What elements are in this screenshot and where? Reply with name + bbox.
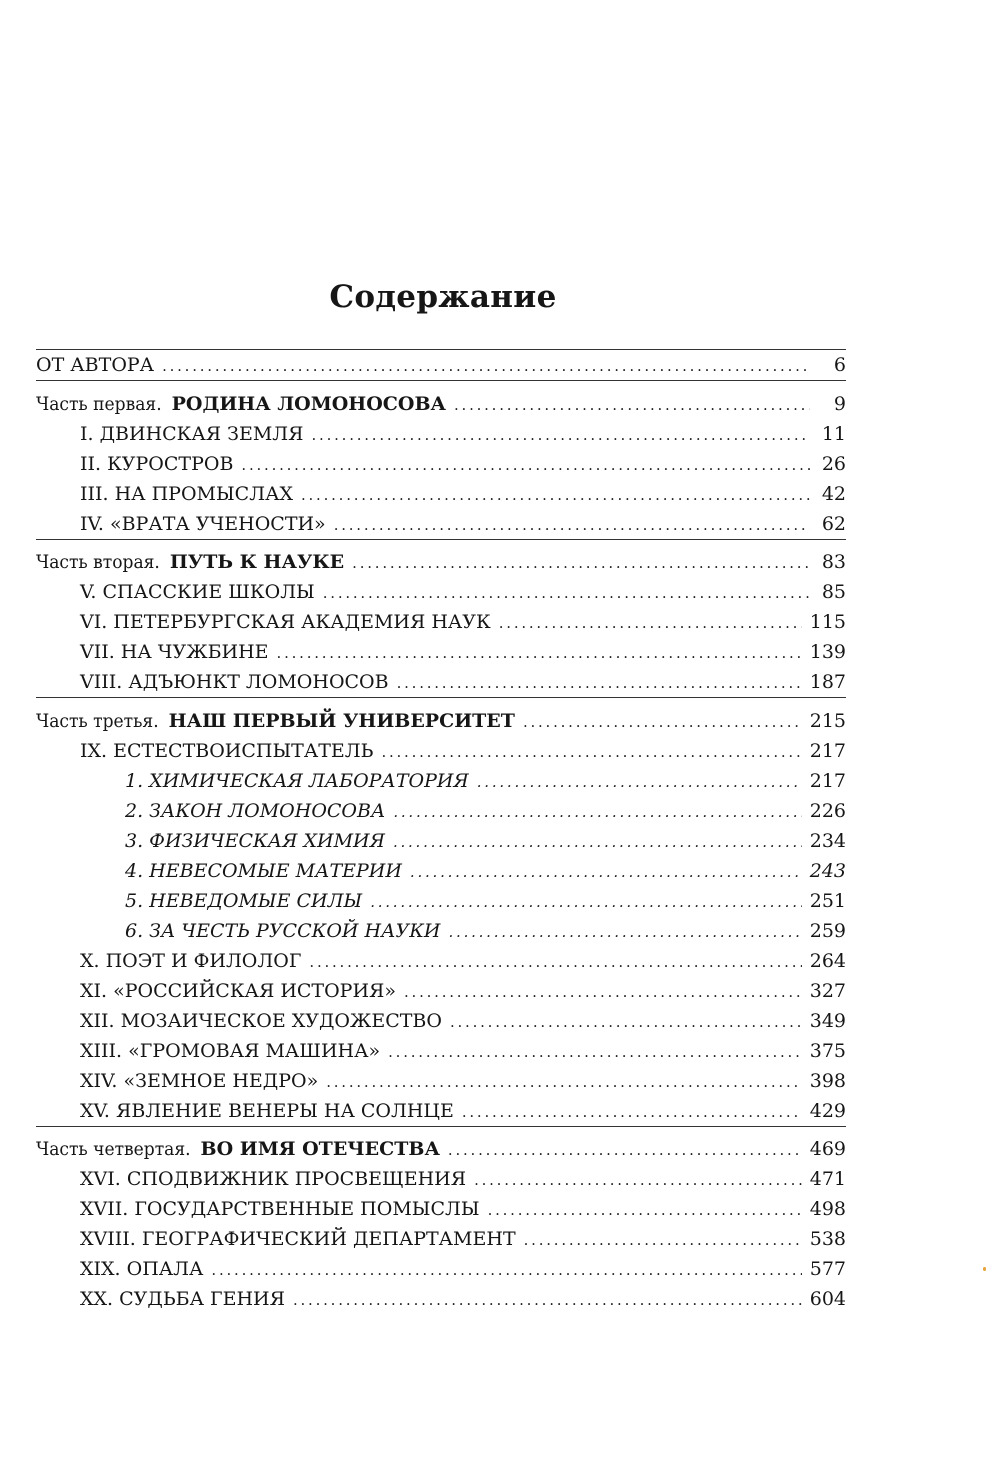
toc-part-1[interactable] bbox=[36, 389, 846, 419]
entry-label: XI. «РОССИЙСКАЯ ИСТОРИЯ» bbox=[80, 979, 397, 1002]
leader-dots bbox=[352, 547, 810, 578]
page-number: 251 bbox=[809, 889, 846, 912]
leader-dots bbox=[211, 1254, 801, 1285]
toc-section[interactable] bbox=[36, 826, 846, 856]
leader-dots bbox=[393, 796, 801, 827]
toc-chapter[interactable] bbox=[36, 449, 846, 479]
entry-label: XVIII. ГЕОГРАФИЧЕСКИЙ ДЕПАРТАМЕНТ bbox=[80, 1228, 516, 1250]
leader-dots bbox=[462, 1096, 802, 1127]
entry-label: V. СПАССКИЕ ШКОЛЫ bbox=[80, 581, 315, 603]
leader-dots bbox=[397, 667, 802, 698]
page-number: 26 bbox=[821, 452, 846, 475]
page-number: 375 bbox=[809, 1039, 846, 1062]
toc-chapter[interactable] bbox=[36, 1284, 846, 1314]
toc-chapter[interactable] bbox=[36, 419, 846, 449]
leader-dots bbox=[293, 1284, 802, 1315]
page-number: 577 bbox=[809, 1258, 846, 1280]
page-number: 9 bbox=[833, 392, 846, 415]
leader-dots bbox=[410, 856, 802, 887]
leader-dots bbox=[370, 886, 802, 917]
entry-label: I. ДВИНСКАЯ ЗЕМЛЯ bbox=[80, 422, 304, 445]
leader-dots bbox=[477, 766, 802, 797]
entry-label: X. ПОЭТ И ФИЛОЛОГ bbox=[80, 949, 302, 972]
toc-chapter[interactable] bbox=[36, 946, 846, 976]
page-number: 259 bbox=[809, 919, 846, 942]
entry-label: II. КУРОСТРОВ bbox=[80, 452, 234, 475]
leader-dots bbox=[323, 577, 810, 608]
toc-section[interactable] bbox=[36, 916, 846, 946]
page-number: 42 bbox=[821, 482, 846, 505]
leader-dots bbox=[488, 1194, 802, 1225]
page-number: 62 bbox=[821, 512, 846, 535]
leader-dots bbox=[448, 1134, 802, 1165]
leader-dots bbox=[334, 509, 810, 540]
toc-part-3[interactable] bbox=[36, 706, 846, 736]
entry-label: 3. ФИЗИЧЕСКАЯ ХИМИЯ bbox=[125, 829, 385, 852]
page-number: 217 bbox=[809, 769, 846, 792]
entry-label: XX. СУДЬБА ГЕНИЯ bbox=[80, 1288, 285, 1310]
entry-label: XIV. «ЗЕМНОЕ НЕДРО» bbox=[80, 1069, 319, 1092]
page-number: 11 bbox=[821, 422, 846, 445]
leader-dots bbox=[381, 736, 801, 767]
page-number: 538 bbox=[809, 1228, 846, 1250]
leader-dots bbox=[450, 1006, 802, 1037]
leader-dots bbox=[312, 419, 810, 450]
leader-dots bbox=[162, 350, 810, 381]
page-number: 215 bbox=[809, 709, 846, 732]
leader-dots bbox=[301, 479, 810, 510]
entry-label: ОТ АВТОРА bbox=[36, 354, 155, 376]
part-title: ПУТЬ К НАУКЕ bbox=[169, 551, 345, 573]
entry-label: 4. НЕВЕСОМЫЕ МАТЕРИИ bbox=[125, 859, 402, 882]
page-number: 604 bbox=[809, 1288, 846, 1310]
entry-label: XIII. «ГРОМОВАЯ МАШИНА» bbox=[80, 1039, 381, 1062]
toc-chapter[interactable] bbox=[36, 1006, 846, 1036]
toc-chapter[interactable] bbox=[36, 1254, 846, 1284]
entry-label: 2. ЗАКОН ЛОМОНОСОВА bbox=[125, 799, 386, 822]
entry-label: IX. ЕСТЕСТВОИСПЫТАТЕЛЬ bbox=[80, 739, 374, 762]
entry-label: 5. НЕВЕДОМЫЕ СИЛЫ bbox=[125, 889, 363, 912]
leader-dots bbox=[499, 607, 802, 638]
toc-chapter[interactable] bbox=[36, 1224, 846, 1254]
leader-dots bbox=[524, 1224, 802, 1255]
leader-dots bbox=[404, 976, 802, 1007]
part-name: Часть четвертая. bbox=[36, 1138, 191, 1160]
toc-chapter[interactable] bbox=[36, 1164, 846, 1194]
page-title: Содержание bbox=[329, 278, 557, 315]
entry-label: VII. НА ЧУЖБИНЕ bbox=[80, 641, 269, 663]
page-number: 349 bbox=[809, 1009, 846, 1032]
part-title: НАШ ПЕРВЫЙ УНИВЕРСИТЕТ bbox=[168, 709, 515, 732]
toc-section[interactable] bbox=[36, 856, 846, 886]
page-number: 469 bbox=[809, 1138, 846, 1160]
page-number: 264 bbox=[809, 949, 846, 972]
page-number: 398 bbox=[809, 1069, 846, 1092]
entry-label: XVI. СПОДВИЖНИК ПРОСВЕЩЕНИЯ bbox=[80, 1168, 467, 1190]
page-number: 234 bbox=[809, 829, 846, 852]
leader-dots bbox=[454, 389, 810, 420]
part-name: Часть третья. bbox=[36, 709, 159, 732]
toc-chapter[interactable] bbox=[36, 607, 846, 637]
toc-entry-author-note[interactable] bbox=[36, 350, 846, 380]
table-of-contents bbox=[36, 349, 846, 1314]
entry-label: IV. «ВРАТА УЧЕНОСТИ» bbox=[80, 512, 326, 535]
toc-chapter[interactable] bbox=[36, 1096, 846, 1126]
part-name: Часть вторая. bbox=[36, 551, 160, 573]
toc-part-4[interactable] bbox=[36, 1134, 846, 1164]
leader-dots bbox=[326, 1066, 802, 1097]
toc-chapter[interactable] bbox=[36, 637, 846, 667]
page-number: 243 bbox=[809, 859, 846, 882]
toc-chapter[interactable] bbox=[36, 1194, 846, 1224]
entry-label: XII. МОЗАИЧЕСКОЕ ХУДОЖЕСТВО bbox=[80, 1009, 442, 1032]
entry-label: III. НА ПРОМЫСЛАХ bbox=[80, 482, 293, 505]
toc-chapter[interactable] bbox=[36, 976, 846, 1006]
page-number: 6 bbox=[833, 354, 846, 376]
leader-dots bbox=[309, 946, 801, 977]
leader-dots bbox=[449, 916, 802, 947]
leader-dots bbox=[523, 706, 802, 737]
page-number: 471 bbox=[809, 1168, 846, 1190]
entry-label: VI. ПЕТЕРБУРГСКАЯ АКАДЕМИЯ НАУК bbox=[80, 611, 491, 633]
entry-label: XV. ЯВЛЕНИЕ ВЕНЕРЫ НА СОЛНЦЕ bbox=[80, 1099, 454, 1122]
toc-section[interactable] bbox=[36, 796, 846, 826]
toc-chapter[interactable] bbox=[36, 577, 846, 607]
toc-chapter[interactable] bbox=[36, 1036, 846, 1066]
toc-chapter[interactable] bbox=[36, 509, 846, 539]
page-number: 498 bbox=[809, 1198, 846, 1220]
page-number: 429 bbox=[809, 1099, 846, 1122]
page-number: 217 bbox=[809, 739, 846, 762]
toc-chapter[interactable] bbox=[36, 667, 846, 697]
entry-label: 1. ХИМИЧЕСКАЯ ЛАБОРАТОРИЯ bbox=[125, 769, 469, 792]
page-number: 83 bbox=[821, 551, 846, 573]
page-number: 226 bbox=[809, 799, 846, 822]
toc-chapter[interactable] bbox=[36, 736, 846, 766]
entry-label: XIX. ОПАЛА bbox=[80, 1258, 204, 1280]
part-title: ВО ИМЯ ОТЕЧЕСТВА bbox=[200, 1138, 440, 1160]
toc-part-2[interactable] bbox=[36, 547, 846, 577]
leader-dots bbox=[474, 1164, 802, 1195]
toc-chapter[interactable] bbox=[36, 1066, 846, 1096]
toc-section[interactable] bbox=[36, 766, 846, 796]
part-title: РОДИНА ЛОМОНОСОВА bbox=[171, 392, 446, 415]
page-number: 187 bbox=[809, 671, 846, 693]
toc-section[interactable] bbox=[36, 886, 846, 916]
page-number: 115 bbox=[809, 611, 846, 633]
leader-dots bbox=[277, 637, 802, 668]
scan-speck bbox=[983, 1267, 986, 1271]
leader-dots bbox=[388, 1036, 802, 1067]
entry-label: XVII. ГОСУДАРСТВЕННЫЕ ПОМЫСЛЫ bbox=[80, 1198, 480, 1220]
part-name: Часть первая. bbox=[36, 392, 162, 415]
entry-label: VIII. АДЪЮНКТ ЛОМОНОСОВ bbox=[80, 671, 389, 693]
leader-dots bbox=[241, 449, 810, 480]
page-number: 139 bbox=[809, 641, 846, 663]
toc-chapter[interactable] bbox=[36, 479, 846, 509]
page-number: 85 bbox=[821, 581, 846, 603]
page-number: 327 bbox=[809, 979, 846, 1002]
entry-label: 6. ЗА ЧЕСТЬ РУССКОЙ НАУКИ bbox=[125, 919, 441, 942]
leader-dots bbox=[393, 826, 802, 857]
